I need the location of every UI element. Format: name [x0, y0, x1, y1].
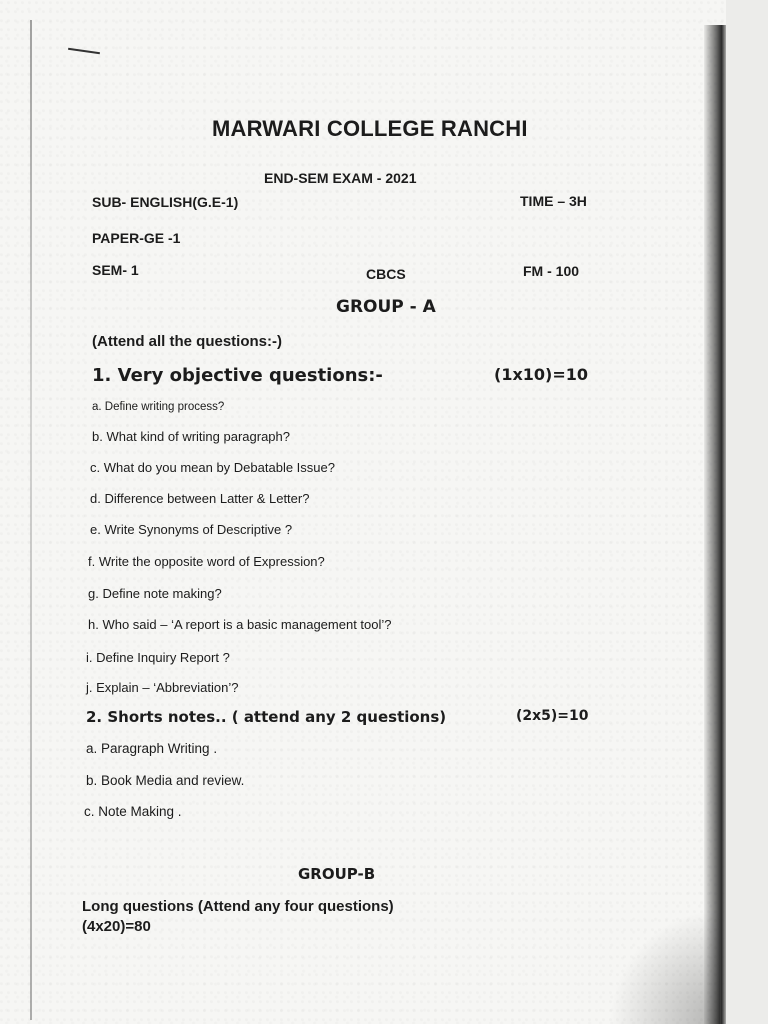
full-marks-line: FM - 100 — [523, 263, 580, 279]
group-a-instruction: (Attend all the questions:-) — [92, 333, 282, 350]
question-1-item: c. What do you mean by Debatable Issue? — [90, 460, 335, 475]
question-1-heading: 1. Very objective questions:- — [92, 365, 383, 386]
scan-left-edge — [30, 20, 32, 1020]
pen-mark — [68, 48, 100, 54]
college-title: MARWARI COLLEGE RANCHI — [212, 116, 528, 141]
scan-binding-shadow — [704, 25, 726, 1024]
group-b-title: GROUP-B — [298, 865, 376, 883]
question-1-item: a. Define writing process? — [92, 401, 225, 413]
question-2-heading: 2. Shorts notes.. ( attend any 2 questions) — [86, 708, 447, 726]
question-1-item: f. Write the opposite word of Expression? — [88, 554, 325, 569]
scan-right-margin — [726, 0, 768, 1024]
question-2-item: a. Paragraph Writing . — [86, 741, 218, 756]
subject-line: SUB- ENGLISH(G.E-1) — [92, 194, 239, 210]
semester-line: SEM- 1 — [92, 262, 139, 278]
paper-line: PAPER-GE -1 — [92, 230, 181, 246]
question-1-item: h. Who said – ‘A report is a basic management tool’? — [88, 617, 392, 632]
question-1-item: g. Define note making? — [88, 586, 222, 601]
question-1-item: d. Difference between Latter & Letter? — [90, 491, 310, 506]
group-a-title: GROUP - A — [336, 297, 436, 317]
question-1-item: j. Explain – ‘Abbreviation’? — [86, 680, 239, 695]
group-b-instruction: Long questions (Attend any four questions) — [82, 898, 394, 915]
question-2-marks: (2x5)=10 — [516, 708, 589, 724]
question-1-item: b. What kind of writing paragraph? — [92, 429, 290, 444]
time-line: TIME – 3H — [520, 193, 587, 209]
exam-title: END-SEM EXAM - 2021 — [264, 170, 417, 186]
question-2-item: c. Note Making . — [84, 804, 182, 819]
question-2-item: b. Book Media and review. — [86, 773, 245, 788]
question-1-marks: (1x10)=10 — [494, 365, 589, 384]
question-1-item: i. Define Inquiry Report ? — [86, 650, 230, 665]
group-b-marks: (4x20)=80 — [82, 918, 151, 935]
question-1-item: e. Write Synonyms of Descriptive ? — [90, 522, 293, 537]
scheme-line: CBCS — [366, 266, 406, 282]
scan-corner-shadow — [600, 900, 720, 1024]
